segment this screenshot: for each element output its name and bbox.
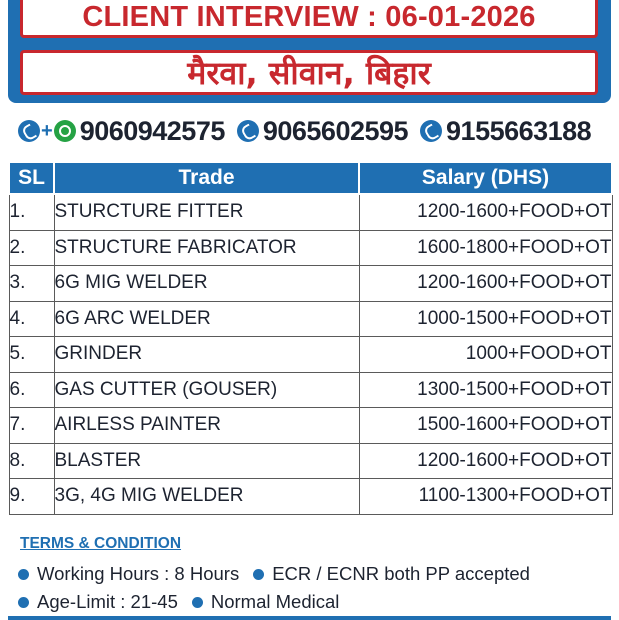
row-trade: GRINDER — [54, 337, 359, 373]
table-row — [9, 443, 612, 479]
row-salary: 1600-1800+FOOD+OT — [359, 230, 612, 266]
header-trade: Trade — [54, 163, 359, 194]
table-row — [9, 337, 612, 373]
phone-icon — [420, 120, 442, 142]
terms-row — [18, 591, 353, 613]
table-row — [9, 301, 612, 337]
location-box — [20, 50, 598, 95]
header-salary: Salary (DHS) — [359, 163, 612, 194]
term-item: ECR / ECNR both PP accepted — [272, 563, 530, 584]
table-row — [9, 479, 612, 515]
title-box — [20, 0, 598, 38]
row-sl: 5. — [9, 337, 54, 373]
location-text: मैरवा, सीवान, बिहार — [187, 54, 431, 92]
row-salary: 1200-1600+FOOD+OT — [359, 266, 612, 302]
table-header-row — [9, 163, 612, 194]
table-row — [9, 266, 612, 302]
terms-row — [18, 563, 544, 585]
page-title: CLIENT INTERVIEW : 06-01-2026 — [82, 1, 536, 33]
row-trade: STRUCTURE FABRICATOR — [54, 230, 359, 266]
row-sl: 6. — [9, 372, 54, 408]
phone-number[interactable]: 9155663188 — [446, 115, 592, 146]
row-trade: STURCTURE FITTER — [54, 194, 359, 230]
row-sl: 2. — [9, 230, 54, 266]
phone-number[interactable]: 9060942575 — [79, 115, 225, 146]
phone-icon — [237, 120, 259, 142]
row-sl: 3. — [9, 266, 54, 302]
row-trade: AIRLESS PAINTER — [54, 408, 359, 444]
row-salary: 1200-1600+FOOD+OT — [359, 443, 612, 479]
terms-title: TERMS & CONDITION — [20, 535, 182, 552]
phone-icon — [18, 120, 40, 142]
table-row — [9, 194, 612, 230]
bottom-divider — [8, 616, 611, 620]
row-sl: 9. — [9, 479, 54, 515]
row-salary: 1500-1600+FOOD+OT — [359, 408, 612, 444]
bullet-icon — [18, 569, 29, 580]
table-row — [9, 408, 612, 444]
row-trade: 6G MIG WELDER — [54, 266, 359, 302]
row-sl: 1. — [9, 194, 54, 230]
row-trade: BLASTER — [54, 443, 359, 479]
term-item: Age-Limit : 21-45 — [37, 591, 178, 612]
row-trade: 6G ARC WELDER — [54, 301, 359, 337]
row-trade: GAS CUTTER (GOUSER) — [54, 372, 359, 408]
row-salary: 1200-1600+FOOD+OT — [359, 194, 612, 230]
bullet-icon — [18, 597, 29, 608]
term-item: Normal Medical — [210, 591, 340, 612]
plus-sign: + — [41, 119, 53, 142]
contact-bar — [18, 112, 608, 150]
row-salary: 1000-1500+FOOD+OT — [359, 301, 612, 337]
term-item: Working Hours : 8 Hours — [37, 563, 240, 584]
whatsapp-icon — [54, 120, 76, 142]
row-salary: 1100-1300+FOOD+OT — [359, 479, 612, 515]
row-sl: 7. — [9, 408, 54, 444]
row-salary: 1000+FOOD+OT — [359, 337, 612, 373]
bullet-icon — [253, 569, 264, 580]
bullet-icon — [192, 597, 203, 608]
row-salary: 1300-1500+FOOD+OT — [359, 372, 612, 408]
row-sl: 4. — [9, 301, 54, 337]
trade-table — [8, 163, 613, 515]
row-sl: 8. — [9, 443, 54, 479]
table-row — [9, 372, 612, 408]
phone-number[interactable]: 9065602595 — [262, 115, 409, 146]
table-row — [9, 230, 612, 266]
row-trade: 3G, 4G MIG WELDER — [54, 479, 359, 515]
header-sl: SL — [9, 163, 54, 194]
